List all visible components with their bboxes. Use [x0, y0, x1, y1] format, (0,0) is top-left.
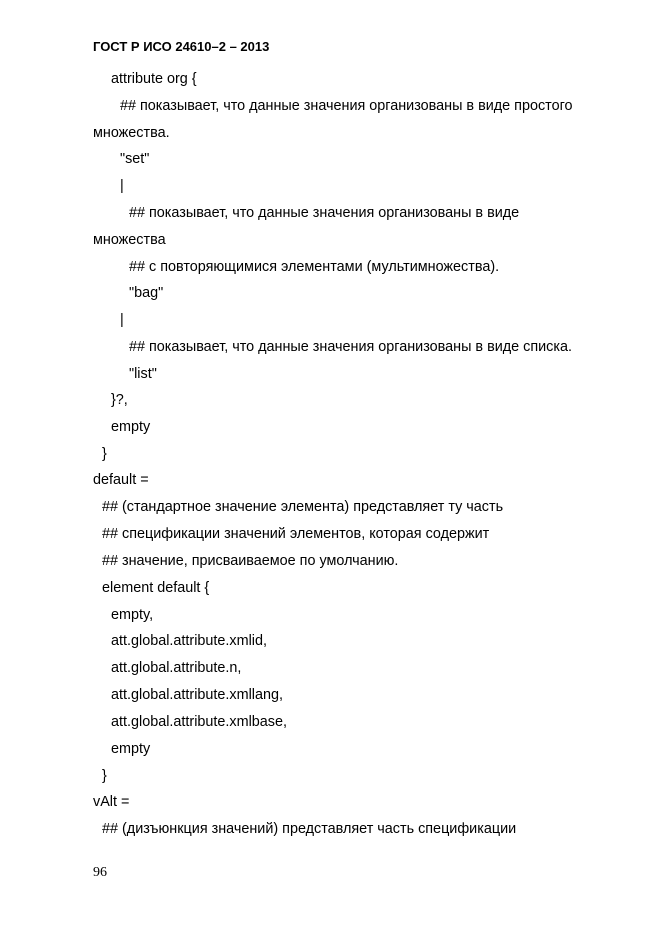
text-line: att.global.attribute.n, [111, 660, 242, 676]
text-line: ## (стандартное значение элемента) представляет ту часть [102, 499, 504, 515]
text-line: } [102, 446, 107, 462]
text-line: "bag" [129, 285, 164, 301]
text-line: ## значение, присваиваемое по умолчанию. [102, 553, 399, 569]
text-line: att.global.attribute.xmlid, [111, 633, 267, 649]
text-line: attribute org { [111, 71, 197, 87]
text-line: empty, [111, 607, 154, 623]
text-line: default = [93, 472, 149, 488]
text-line: } [102, 768, 107, 784]
text-line: }?, [111, 392, 128, 408]
text-line: vAlt = [93, 794, 130, 810]
text-line: ## (дизъюнкция значений) представляет часть спецификации [102, 821, 517, 837]
text-line: element default { [102, 580, 210, 596]
text-line: | [120, 178, 124, 194]
page-number: 96 [93, 865, 107, 880]
text-line: | [120, 312, 124, 328]
text-line: ## показывает, что данные значения организованы в виде [129, 205, 520, 221]
text-line: множества. [93, 125, 170, 141]
text-line: empty [111, 419, 151, 435]
text-line: att.global.attribute.xmllang, [111, 687, 283, 703]
text-line: ## с повторяющимися элементами (мультимножества). [129, 259, 500, 275]
text-line: ## показывает, что данные значения организованы в виде списка. [129, 339, 572, 355]
text-line: ## спецификации значений элементов, которая содержит [102, 526, 490, 542]
text-line: ## показывает, что данные значения организованы в виде простого [120, 98, 573, 114]
text-line: att.global.attribute.xmlbase, [111, 714, 287, 730]
text-line: empty [111, 741, 151, 757]
text-line: множества [93, 232, 166, 248]
text-line: "list" [129, 366, 157, 382]
document-header: ГОСТ Р ИСО 24610–2 – 2013 [93, 39, 270, 54]
text-line: "set" [120, 151, 150, 167]
